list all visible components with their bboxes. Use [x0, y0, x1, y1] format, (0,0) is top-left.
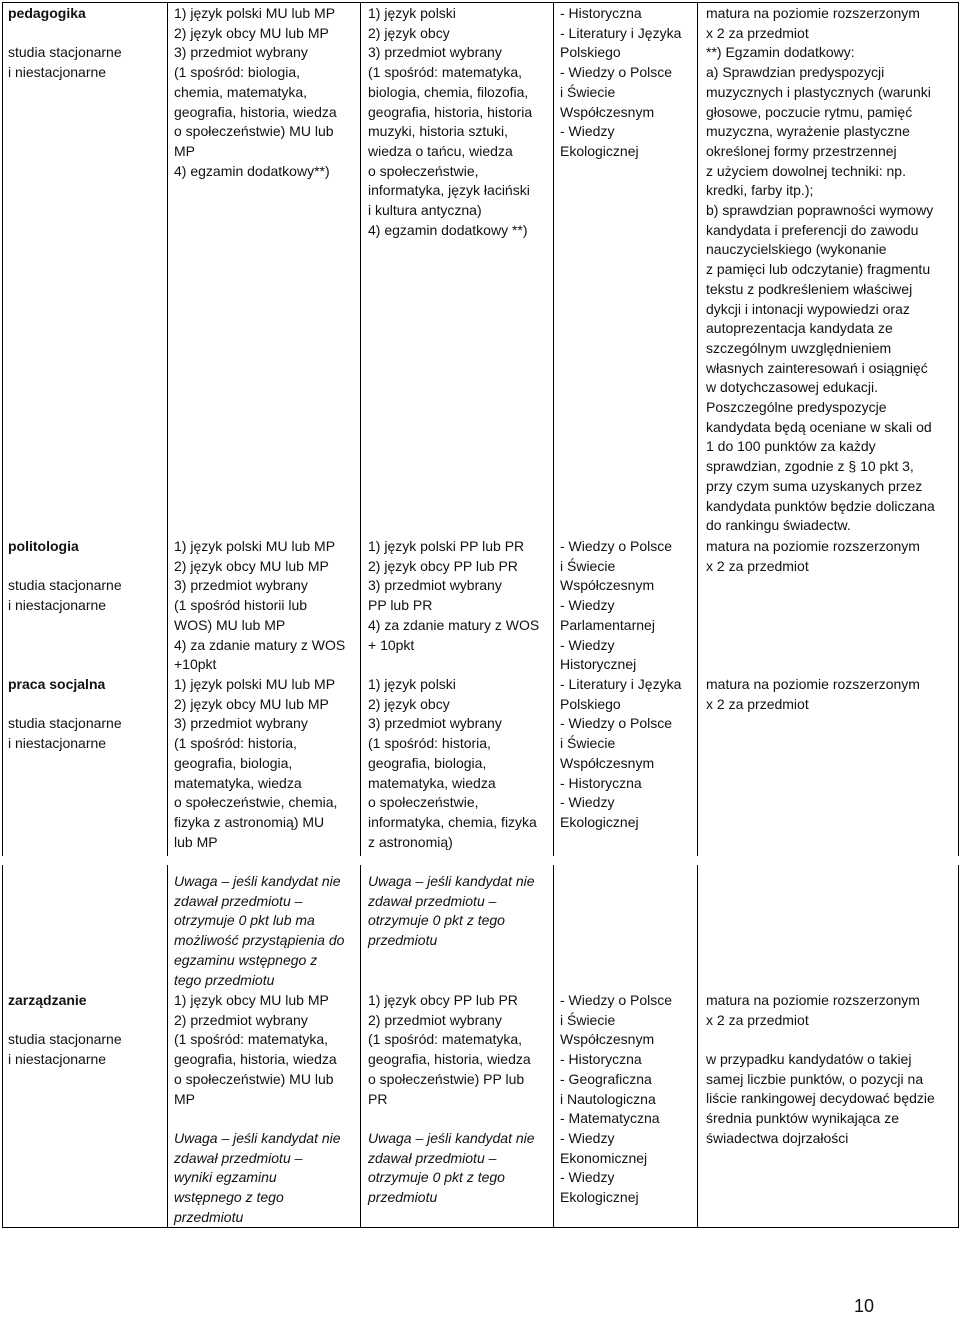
study-mode-zarzadzanie: studia stacjonarne i niestacjonarne: [8, 1031, 122, 1067]
faculty-name-zarzadzanie: zarządzanie: [8, 992, 87, 1008]
page-number: 10: [854, 1296, 875, 1316]
column-divider: [167, 3, 168, 856]
new-matura-requirements-pedagogika: 1) język polski MU lub MP 2) język obcy MU lub MP 3) przedmiot wybrany (1 spośród: biologia, chemia, matematyka, geografia, historia, wiedza o społeczeństwie) MU lub MP 4) egzamin dodatkowy**): [174, 5, 337, 179]
olympiads-praca-socjalna: - Literatury i Języka Polskiego - Wiedzy o Polsce i Świecie Współczesnym - Historyczna - Wiedzy Ekologicznej: [560, 676, 682, 830]
column-divider: [553, 3, 554, 856]
old-matura-requirements-zarzadzanie: 1) język obcy PP lub PR 2) przedmiot wybrany (1 spośród: matematyka, geografia, historia, wiedza o społeczeństwie) PP lub PR: [368, 992, 531, 1107]
new-matura-note-praca-socjalna: Uwaga – jeśli kandydat nie zdawał przedmiotu – otrzymuje 0 pkt lub ma możliwość przystąpienia do egzaminu wstępnego z tego przedmiotu: [174, 873, 345, 988]
faculty-name-pedagogika: pedagogika: [8, 5, 86, 21]
study-mode-praca-socjalna: studia stacjonarne i niestacjonarne: [8, 715, 122, 751]
old-matura-requirements-praca-socjalna: 1) język polski 2) język obcy 3) przedmiot wybrany (1 spośród: historia, geografia, biologia, matematyka, wiedza o społeczeństwie, informatyka, chemia, fizyka z astronomią): [368, 676, 537, 850]
column-divider: [697, 865, 698, 1227]
notes-zarzadzanie: matura na poziomie rozszerzonym x 2 za przedmiot: [706, 992, 920, 1028]
notes-praca-socjalna: matura na poziomie rozszerzonym x 2 za przedmiot: [706, 676, 920, 712]
old-matura-note-praca-socjalna: Uwaga – jeśli kandydat nie zdawał przedmiotu – otrzymuje 0 pkt z tego przedmiotu: [368, 873, 535, 949]
new-matura-note-zarzadzanie: Uwaga – jeśli kandydat nie zdawał przedmiotu – wyniki egzaminu wstępnego z tego przedmiotu: [174, 1130, 341, 1225]
faculty-name-praca-socjalna: praca socjalna: [8, 676, 106, 692]
faculty-name-politologia: politologia: [8, 538, 79, 554]
column-divider: [167, 865, 168, 1227]
olympiads-zarzadzanie: - Wiedzy o Polsce i Świecie Współczesnym - Historyczna - Geograficzna i Nautologiczna - Matematyczna - Wiedzy Ekonomicznej - Wiedzy Ekologicznej: [560, 992, 673, 1206]
column-divider: [553, 865, 554, 1227]
olympiads-politologia: - Wiedzy o Polsce i Świecie Współczesnym - Wiedzy Parlamentarnej - Wiedzy Historycznej: [560, 538, 673, 673]
study-mode-pedagogika: studia stacjonarne i niestacjonarne: [8, 44, 122, 80]
tie-break-note-zarzadzanie: w przypadku kandydatów o takiej samej liczbie punktów, o pozycji na liście rankingowej decydować będzie średnia punktów wynikająca ze świadectwa dojrzałości: [706, 1051, 935, 1146]
new-matura-requirements-zarzadzanie: 1) język obcy MU lub MP 2) przedmiot wybrany (1 spośród: matematyka, geografia, historia, wiedza o społeczeństwie) MU lub MP: [174, 992, 337, 1107]
column-divider: [360, 865, 361, 1227]
old-matura-requirements-politologia: 1) język polski PP lub PR 2) język obcy PP lub PR 3) przedmiot wybrany PP lub PR 4) za zdanie matury z WOS + 10pkt: [368, 538, 540, 653]
study-mode-politologia: studia stacjonarne i niestacjonarne: [8, 577, 122, 613]
notes-pedagogika: matura na poziomie rozszerzonym x 2 za przedmiot **) Egzamin dodatkowy: a) Sprawdzian predyspozycji muzycznych i plastycznych (warunki głosowe, poczucie rytmu, pamięć muzyczna, wyrażenie plastyczne określonej formy przestrzennej z użyciem dowolnej techniki: np. kredki, farby itp.); b) sprawdzian poprawności wymowy kandydata i preferencji do zawodu nauczycielskiego (wykonanie z pamięci lub odczytanie) fragmentu tekstu z podkreśleniem właściwej dykcji i intonacji wypowiedzi oraz autoprezentacja kandydata ze szczególnym uwzględnieniem własnych zainteresowań i osiągnięć w dotychczasowej edukacji. Poszczególne predyspozycje kandydata będą oceniane w skali od 1 do 100 punktów za każdy sprawdzian, zgodnie z § 10 pkt 3, przy czym suma uzyskanych przez kandydata punktów będzie doliczana do rankingu świadectw.: [706, 5, 935, 534]
column-divider: [360, 3, 361, 856]
new-matura-requirements-praca-socjalna: 1) język polski MU lub MP 2) język obcy MU lub MP 3) przedmiot wybrany (1 spośród: historia, geografia, biologia, matematyka, wiedza o społeczeństwie, chemia, fizyka z astronomią) MU lub MP: [174, 676, 338, 850]
old-matura-note-zarzadzanie: Uwaga – jeśli kandydat nie zdawał przedmiotu – otrzymuje 0 pkt z tego przedmiotu: [368, 1130, 535, 1206]
column-divider: [697, 3, 698, 856]
notes-politologia: matura na poziomie rozszerzonym x 2 za przedmiot: [706, 538, 920, 574]
olympiads-pedagogika: - Historyczna - Literatury i Języka Polskiego - Wiedzy o Polsce i Świecie Współczesnym - Wiedzy Ekologicznej: [560, 5, 682, 159]
new-matura-requirements-politologia: 1) język polski MU lub MP 2) język obcy MU lub MP 3) przedmiot wybrany (1 spośród historii lub WOS) MU lub MP 4) za zdanie matury z WOS +10pkt: [174, 538, 346, 673]
old-matura-requirements-pedagogika: 1) język polski 2) język obcy 3) przedmiot wybrany (1 spośród: matematyka, biologia, chemia, filozofia, geografia, historia, historia muzyki, historia sztuki, wiedza o tańcu, wiedza o społeczeństwie, informatyka, język łaciński i kultura antyczna) 4) egzamin dodatkowy **): [368, 5, 533, 238]
